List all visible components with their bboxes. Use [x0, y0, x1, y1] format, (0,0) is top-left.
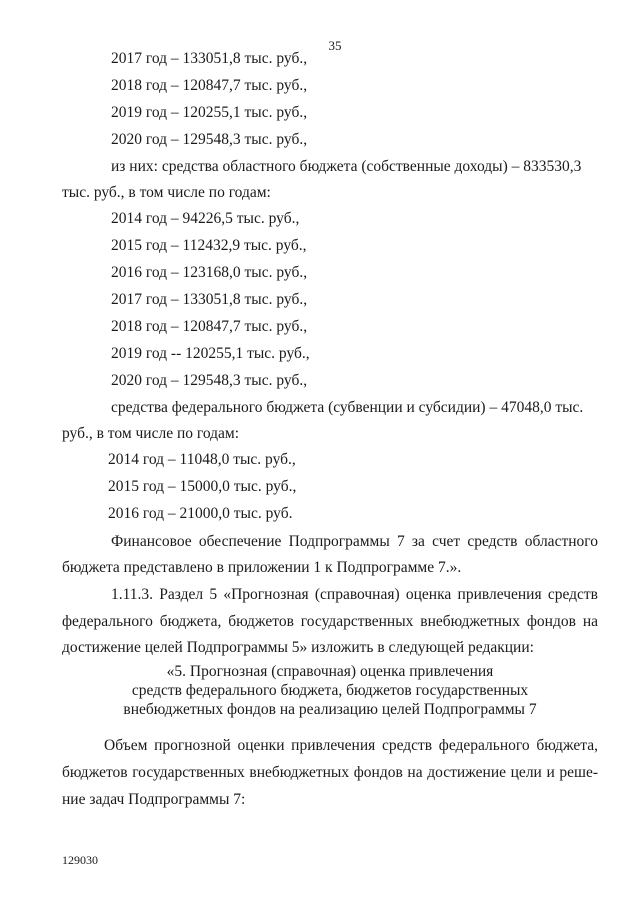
- document-code: 129030: [62, 853, 98, 867]
- year-line: 2017 год – 133051,8 тыс. руб.,: [111, 50, 308, 67]
- year-line: 2018 год – 120847,7 тыс. руб.,: [111, 318, 308, 335]
- year-line: 2018 год – 120847,7 тыс. руб.,: [111, 77, 308, 94]
- regional-budget-intro: из них: средства областного бюджета (собственные доходы) – 833530,3: [111, 158, 582, 175]
- volume-paragraph: Объем прогнозной оценки привлечения средств федерального бюджета,: [104, 737, 598, 754]
- year-line: 2020 год – 129548,3 тыс. руб.,: [111, 372, 308, 389]
- section-heading: средств федерального бюджета, бюджетов государственных: [131, 682, 529, 699]
- federal-budget-intro-cont: руб., в том числе по годам:: [62, 425, 240, 442]
- year-line: 2015 год – 112432,9 тыс. руб.,: [111, 237, 307, 254]
- year-line: 2015 год – 15000,0 тыс. руб.,: [108, 478, 297, 495]
- section-heading: «5. Прогнозная (справочная) оценка привлечения: [166, 663, 494, 680]
- year-line: 2017 год – 133051,8 тыс. руб.,: [111, 291, 308, 308]
- section-paragraph: 1.11.3. Раздел 5 «Прогнозная (справочная) оценка привлечения средств: [111, 586, 598, 603]
- section-paragraph-end: достижение целей Подпрограммы 5» изложить в следующей редакции:: [62, 639, 534, 656]
- financing-paragraph: Финансовое обеспечение Подпрограммы 7 за счет средств областного: [111, 533, 598, 550]
- year-line: 2016 год – 123168,0 тыс. руб.,: [111, 264, 308, 281]
- year-line: 2016 год – 21000,0 тыс. руб.: [108, 505, 293, 522]
- section-heading: внебюджетных фондов на реализацию целей Подпрограммы 7: [123, 701, 537, 718]
- regional-budget-intro-cont: тыс. руб., в том числе по годам:: [62, 184, 271, 201]
- page-number: 35: [328, 38, 342, 53]
- year-line: 2019 год – 120255,1 тыс. руб.,: [111, 104, 308, 121]
- year-line: 2014 год – 94226,5 тыс. руб.,: [111, 210, 300, 227]
- financing-paragraph-cont: бюджета представлено в приложении 1 к Подпрограмме 7.».: [62, 559, 462, 576]
- section-paragraph-cont: федерального бюджета, бюджетов государственных внебюджетных фондов на: [62, 613, 598, 630]
- year-line: 2020 год – 129548,3 тыс. руб.,: [111, 131, 308, 148]
- federal-budget-intro: средства федерального бюджета (субвенции и субсидии) – 47048,0 тыс.: [111, 399, 584, 416]
- volume-paragraph-cont: бюджетов государственных внебюджетных фондов на достижение цели и реше-: [62, 764, 598, 781]
- volume-paragraph-end: ние задач Подпрограммы 7:: [62, 791, 246, 808]
- year-line: 2014 год – 11048,0 тыс. руб.,: [108, 451, 296, 468]
- year-line: 2019 год -- 120255,1 тыс. руб.,: [111, 345, 310, 362]
